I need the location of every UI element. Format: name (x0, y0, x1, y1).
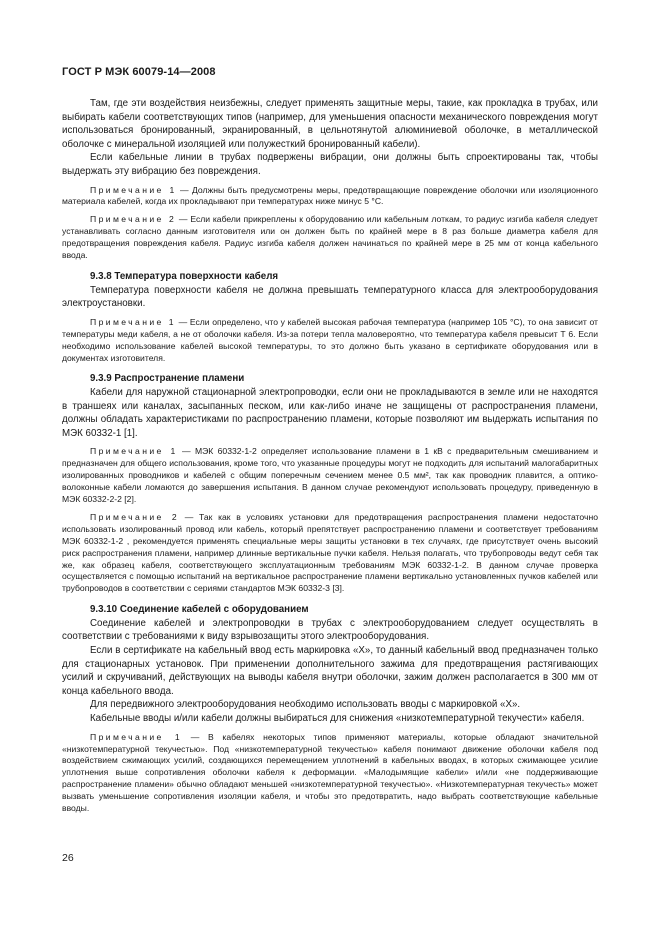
note (62, 185, 598, 209)
paragraph: Там, где эти воздействия неизбежны, следует применять защитные меры, такие, как прокладка в трубах, или выбирать кабели соответствующих типов (например, для уменьшения опасности механического повреждения могут использоваться бронированный, экранированный, в цельнотянутой алюминиевой оболочке, в металлической оболочке с минеральной изоляцией или полужесткий бронированный кабели). (62, 98, 598, 150)
page-number: 26 (62, 852, 74, 864)
note-text: — Должны быть предусмотрены меры, предотвращающие повреждение оболочки или изоляционного материала кабелей, когда их прокладывают при температурах ниже минус 5 °С. (62, 184, 599, 207)
note-label: Примечание 2 (90, 511, 180, 522)
note-text: — МЭК 60332-1-2 определяет использование пламени в 1 кВ с предварительным смешиванием и предназначен для общего использования, кроме того, что указанные процедуры могут не подходить для испытаний малогабаритных изолированных проводников и кабелей с общим поперечным сечением менее 0.5 мм², так как проводник плавится, а оптико-волоконные кабели ломаются до завершения испытания. В данном случае рекомендуют использовать процедуру, приведенную в МЭК 60332-2-2 [2]. (62, 446, 598, 504)
section-heading: 9.3.8 Температура поверхности кабеля (90, 271, 279, 282)
note (62, 512, 598, 595)
standard-header: ГОСТ Р МЭК 60079-14—2008 (62, 66, 216, 78)
paragraph: Если в сертификате на кабельный ввод есть маркировка «Х», то данный кабельный ввод предназначен только для стационарных установок. При применении дополнительного зажима для предотвращения растягивающих усилий и скручиваний, действующих на выводы кабеля внутри оболочки, зажим должен располагается в 300 мм от конца кабельного ввода. (62, 645, 598, 697)
paragraph: Для передвижного электрооборудования необходимо использовать вводы с маркировкой «Х». (90, 699, 521, 711)
note-text: — Если определено, что у кабелей высокая рабочая температура (например 105 °С), то она зависит от температуры меди кабеля, а не от оболочки кабеля. Из-за потери тепла маловероятно, что температура кабеля превысит Т 6. Если необходимо использование кабелей высокой температуры, то это должно быть указано в сертификате оборудования или в документах изготовителя. (62, 316, 598, 363)
note (62, 214, 598, 262)
paragraph: Кабельные вводы и/или кабели должны выбираться для снижения «низкотемпературной текучести» кабеля. (90, 713, 585, 724)
note-label: Примечание 1 (90, 316, 176, 327)
body-text (62, 97, 598, 815)
note-label: Примечание 1 (90, 446, 178, 457)
paragraph: Если кабельные линии в трубах подвержены вибрации, они должны быть спроектированы так, чтобы выдержать эту вибрацию без повреждения. (62, 152, 598, 177)
note-text: — В кабелях некоторых типов применяют материалы, которые обладают значительной «низкотемпературной текучестью». Под «низкотемпературной текучестью» кабеля понимают движение оболочки кабеля под воздействием сжимающих усилий, создающихся перемещением уплотнений в кабельных вводах, в которых сжимающее усилие уплотнения выше сопротивления оболочки кабеля к деформации. «Малодымящие кабели» и/или «не поддерживающие распространение пламени» обычно обладают меньшей «низкотемпературной текучестью». «Низкотемпературная текучесть» может вызвать уменьшение сопротивления изоляции кабеля, и чтобы это предотвратить, надо выбрать соответствующие кабельные вводы. (62, 731, 598, 814)
note (62, 317, 598, 365)
section-heading: 9.3.9 Распространение пламени (90, 373, 245, 385)
note-label: Примечание 2 (90, 214, 177, 225)
note-label: Примечание 1 (90, 184, 177, 195)
note-text: — Если кабели прикреплены к оборудованию или кабельным лоткам, то радиус изгиба кабеля следует устанавливать согласно данным изготовителя или он должен быть по крайней мере в 8 раз больше диаметра кабеля для предотвращения повреждения кабеля. Радиус изгиба кабеля должен начинаться по крайней мере в 25 мм от конца кабельного ввода. (62, 214, 598, 261)
note-label: Примечание 1 (90, 731, 183, 742)
note (62, 446, 598, 506)
paragraph: Температура поверхности кабеля не должна превышать температурного класса для электрооборудования электроустановки. (62, 284, 598, 310)
section-heading: 9.3.10 Соединение кабелей с оборудованием (90, 604, 309, 616)
paragraph: Соединение кабелей и электропроводки в трубах с электрооборудованием следует осуществлять в соответствии с требованиями к виду взрывозащиты этого электрооборудования. (62, 617, 598, 643)
note (62, 732, 598, 815)
paragraph: Кабели для наружной стационарной электропроводки, если они не прокладываются в земле или не находятся в траншеях или каналах, засыпанных песком, или как-либо иначе не защищены от распространения пламени, должны обладать характеристиками по распространению пламени, которые позволяют им выдержать испытания по МЭК 60332-1 [1]. (62, 387, 598, 439)
note-text: — Так как в условиях установки для предотвращения распространения пламени недостаточно использовать изолированный провод или кабель, который препятствует распространению пламени и соответствует требованиям МЭК 60332-1-2 , рекомендуется применять специальные меры защиты установки в тех случаях, где присутствует очень высокий риск распространения пламени, например длинные вертикальные пучки кабеля. Нельзя полагать, что трубопроводы ведут себя так же, как образец кабеля, соответствующего эксплуатационным требованиям МЭК 60332-1-2. В данном случае проверка осуществляется с помощью испытаний на вертикальное распространение пламени вертикально установленных пучков кабелей или трубопроводов в соответствии с сериями стандартов МЭК 60332-3 [3]. (62, 511, 598, 594)
